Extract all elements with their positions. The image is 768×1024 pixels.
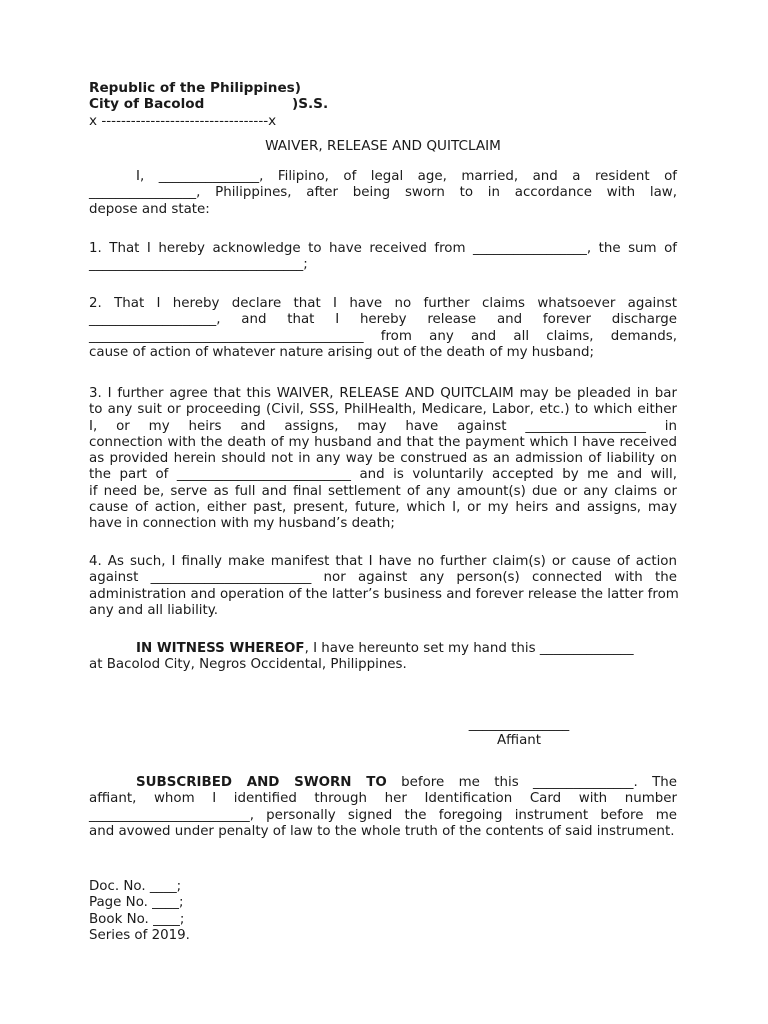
caption-city-name: City of Bacolod	[89, 96, 205, 113]
paragraph-2	[89, 296, 677, 361]
signature-line: _______________	[468, 717, 570, 732]
paragraph-line: against ________________________ nor against any person(s) connected with the	[89, 570, 677, 586]
jurat-text: before me this _______________. The	[386, 775, 677, 790]
paragraph-line: to any suit or proceeding (Civil, SSS, PhilHealth, Medicare, Labor, etc.) to which either	[89, 402, 677, 418]
paragraph-line: ________________________________;	[89, 257, 308, 273]
series-year: Series of 2019.	[89, 927, 190, 943]
paragraph-line: 3. I further agree that this WAIVER, RELEASE AND QUITCLAIM may be pleaded in bar	[89, 386, 677, 401]
paragraph-line: I, or my heirs and assigns, may have against __________________ in	[89, 418, 677, 434]
jurat-heading: SUBSCRIBED AND SWORN TO	[136, 775, 387, 790]
paragraph-line: _________________________________________ from any and all claims, demands,	[89, 328, 677, 344]
caption-ss: )S.S.	[292, 96, 329, 113]
intro-line: I, _______________, Filipino, of legal age, married, and a resident of	[136, 169, 677, 184]
jurat-line: ________________________, personally signed the foregoing instrument before me	[89, 807, 677, 823]
affiant-label: Affiant	[496, 733, 542, 749]
caption-city	[89, 96, 677, 112]
intro-paragraph	[89, 169, 677, 218]
paragraph-line: any and all liability.	[89, 602, 219, 618]
paragraph-line: 1. That I hereby acknowledge to have received from _________________, the sum of	[89, 241, 677, 256]
paragraph-line: cause of action of whatever nature arising out of the death of my husband;	[89, 344, 594, 360]
paragraph-4	[89, 554, 677, 619]
caption-divider: x ----------------------------------x	[89, 112, 277, 129]
venue-caption	[89, 80, 677, 129]
paragraph-3	[89, 386, 677, 533]
paragraph-line: connection with the death of my husband and that the payment which I have received	[89, 434, 677, 450]
witness-heading: IN WITNESS WHEREOF	[136, 641, 305, 656]
jurat-line: and avowed under penalty of law to the whole truth of the contents of said instrument.	[89, 823, 675, 839]
jurat-paragraph	[89, 775, 677, 840]
witness-text: , I have hereunto set my hand this ______________	[304, 641, 634, 656]
witness-line	[89, 641, 677, 657]
document-page	[89, 0, 677, 1024]
doc-number: Doc. No. ____;	[89, 879, 182, 894]
paragraph-line: ___________________, and that I hereby release and forever discharge	[89, 312, 677, 328]
document-title: WAIVER, RELEASE AND QUITCLAIM	[265, 138, 501, 154]
book-number: Book No. ____;	[89, 911, 185, 927]
paragraph-line: the part of __________________________ and is voluntarily accepted by me and will,	[89, 467, 677, 483]
paragraph-line: if need be, serve as full and final settlement of any amount(s) due or any claims or	[89, 483, 677, 499]
intro-line: ________________, Philippines, after being sworn to in accordance with law,	[89, 185, 677, 201]
paragraph-line: cause of action, either past, present, future, which I, or my heirs and assigns, may	[89, 500, 677, 516]
jurat-line: affiant, whom I identified through her Identification Card with number	[89, 791, 677, 807]
intro-line: depose and state:	[89, 201, 210, 217]
paragraph-line: 4. As such, I finally make manifest that I have no further claim(s) or cause of action	[89, 554, 677, 569]
notarial-register	[89, 879, 677, 944]
witness-line: at Bacolod City, Negros Occidental, Philippines.	[89, 657, 407, 673]
paragraph-line: 2. That I hereby declare that I have no further claims whatsoever against	[89, 296, 677, 311]
paragraph-line: have in connection with my husband’s death;	[89, 516, 395, 532]
paragraph-1	[89, 241, 677, 274]
paragraph-line: as provided herein should not in any way be construed as an admission of liability on	[89, 451, 677, 467]
caption-republic: Republic of the Philippines)	[89, 80, 301, 96]
affiant-signature-block	[449, 717, 589, 750]
jurat-line	[89, 775, 677, 791]
page-number: Page No. ____;	[89, 895, 184, 911]
paragraph-line: administration and operation of the latter’s business and forever release the latter from	[89, 586, 679, 602]
witness-clause	[89, 641, 677, 674]
